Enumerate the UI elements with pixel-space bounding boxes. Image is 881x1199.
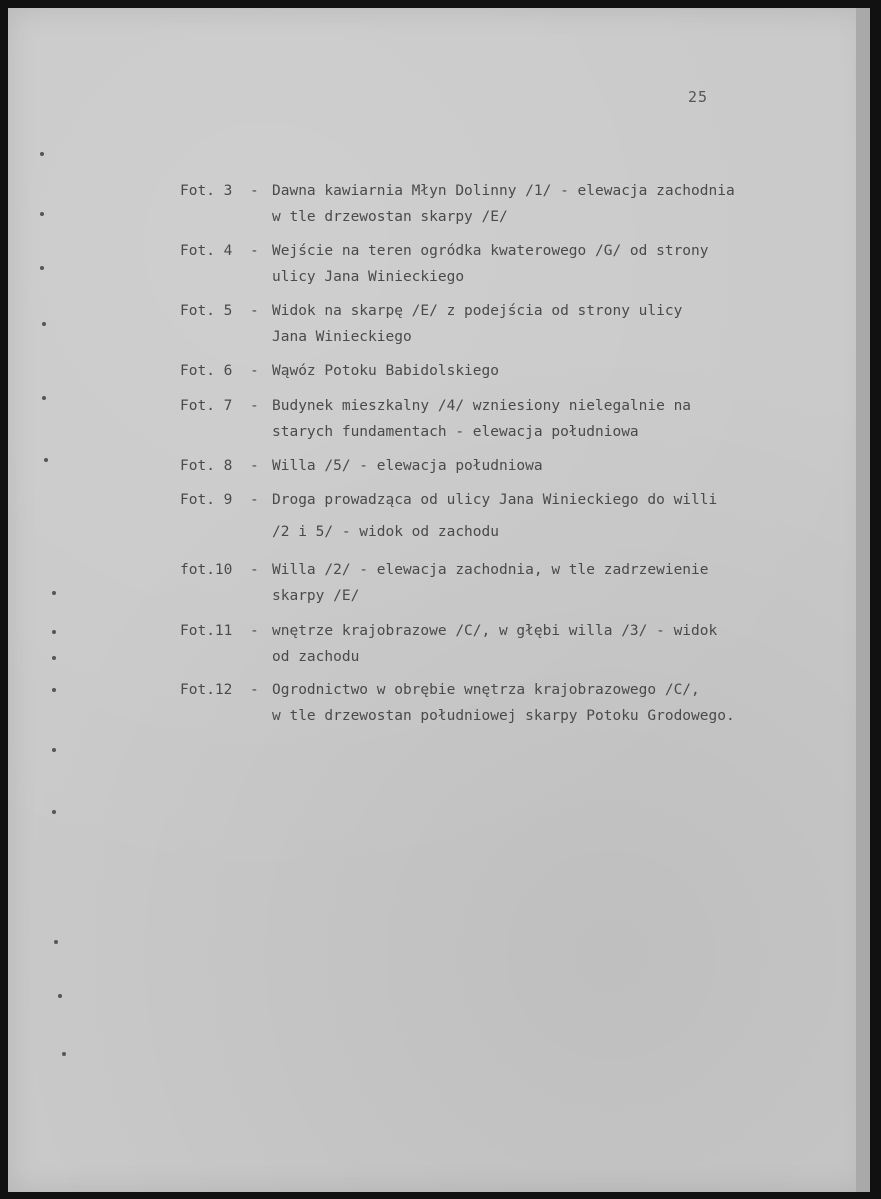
punch-hole	[52, 630, 56, 634]
punch-hole	[52, 688, 56, 692]
photo-entry	[180, 677, 735, 729]
punch-hole	[52, 591, 56, 595]
photo-label: Fot.11	[180, 623, 233, 639]
photo-caption-continued: Jana Winieckiego	[272, 329, 412, 345]
photo-label: Fot.12	[180, 682, 233, 698]
separator-dash: -	[250, 303, 259, 319]
separator-dash: -	[250, 243, 259, 259]
photo-caption-continued: /2 i 5/ - widok od zachodu	[272, 524, 499, 540]
photo-caption-continued: od zachodu	[272, 649, 360, 665]
photo-entry	[180, 178, 735, 230]
separator-dash: -	[250, 682, 259, 698]
photo-caption: Dawna kawiarnia Młyn Dolinny /1/ - elewacja zachodnia	[272, 183, 735, 199]
separator-dash: -	[250, 458, 259, 474]
photo-entry	[180, 238, 709, 290]
photo-caption-continued: skarpy /E/	[272, 588, 360, 604]
photo-caption: Budynek mieszkalny /4/ wzniesiony nielegalnie na	[272, 398, 692, 414]
separator-dash: -	[250, 623, 259, 639]
photo-caption-continued: starych fundamentach - elewacja południowa	[272, 424, 639, 440]
photo-label: Fot. 3	[180, 183, 233, 199]
photo-label: Fot. 6	[180, 363, 233, 379]
photo-caption-continued: ulicy Jana Winieckiego	[272, 269, 465, 285]
page-edge	[856, 8, 870, 1192]
photo-entry	[180, 618, 717, 670]
photo-label: Fot. 4	[180, 243, 233, 259]
punch-hole	[44, 458, 48, 462]
punch-hole	[40, 152, 44, 156]
photo-label: Fot. 7	[180, 398, 233, 414]
punch-hole	[58, 994, 62, 998]
photo-entry	[180, 487, 717, 545]
punch-hole	[52, 656, 56, 660]
photo-caption: Willa /5/ - elewacja południowa	[272, 458, 543, 474]
photo-entry	[180, 557, 709, 609]
punch-hole	[40, 266, 44, 270]
page-number: 25	[688, 88, 709, 106]
photo-caption: wnętrze krajobrazowe /C/, w głębi willa /3/ - widok	[272, 623, 718, 639]
punch-hole	[42, 322, 46, 326]
photo-entry	[180, 453, 543, 479]
punch-hole	[52, 810, 56, 814]
photo-label: Fot. 8	[180, 458, 233, 474]
photo-caption-continued: w tle drzewostan południowej skarpy Potoku Grodowego.	[272, 708, 735, 724]
punch-hole	[40, 212, 44, 216]
photo-label: fot.10	[180, 562, 233, 578]
punch-hole	[42, 396, 46, 400]
photo-label: Fot. 5	[180, 303, 233, 319]
photo-caption: Wąwóz Potoku Babidolskiego	[272, 363, 499, 379]
photo-caption: Wejście na teren ogródka kwaterowego /G/ od strony	[272, 243, 709, 259]
separator-dash: -	[250, 398, 259, 414]
photo-entry	[180, 358, 499, 384]
photo-caption-continued: w tle drzewostan skarpy /E/	[272, 209, 508, 225]
photo-entry	[180, 298, 682, 350]
separator-dash: -	[250, 562, 259, 578]
separator-dash: -	[250, 492, 259, 508]
punch-hole	[52, 748, 56, 752]
photo-entry	[180, 393, 691, 445]
separator-dash: -	[250, 183, 259, 199]
photo-caption: Droga prowadząca od ulicy Jana Winieckiego do willi	[272, 492, 718, 508]
photo-caption: Willa /2/ - elewacja zachodnia, w tle zadrzewienie	[272, 562, 709, 578]
punch-hole	[54, 940, 58, 944]
photo-label: Fot. 9	[180, 492, 233, 508]
photo-caption: Widok na skarpę /E/ z podejścia od strony ulicy	[272, 303, 683, 319]
punch-hole	[62, 1052, 66, 1056]
separator-dash: -	[250, 363, 259, 379]
photo-caption: Ogrodnictwo w obrębie wnętrza krajobrazowego /C/,	[272, 682, 700, 698]
